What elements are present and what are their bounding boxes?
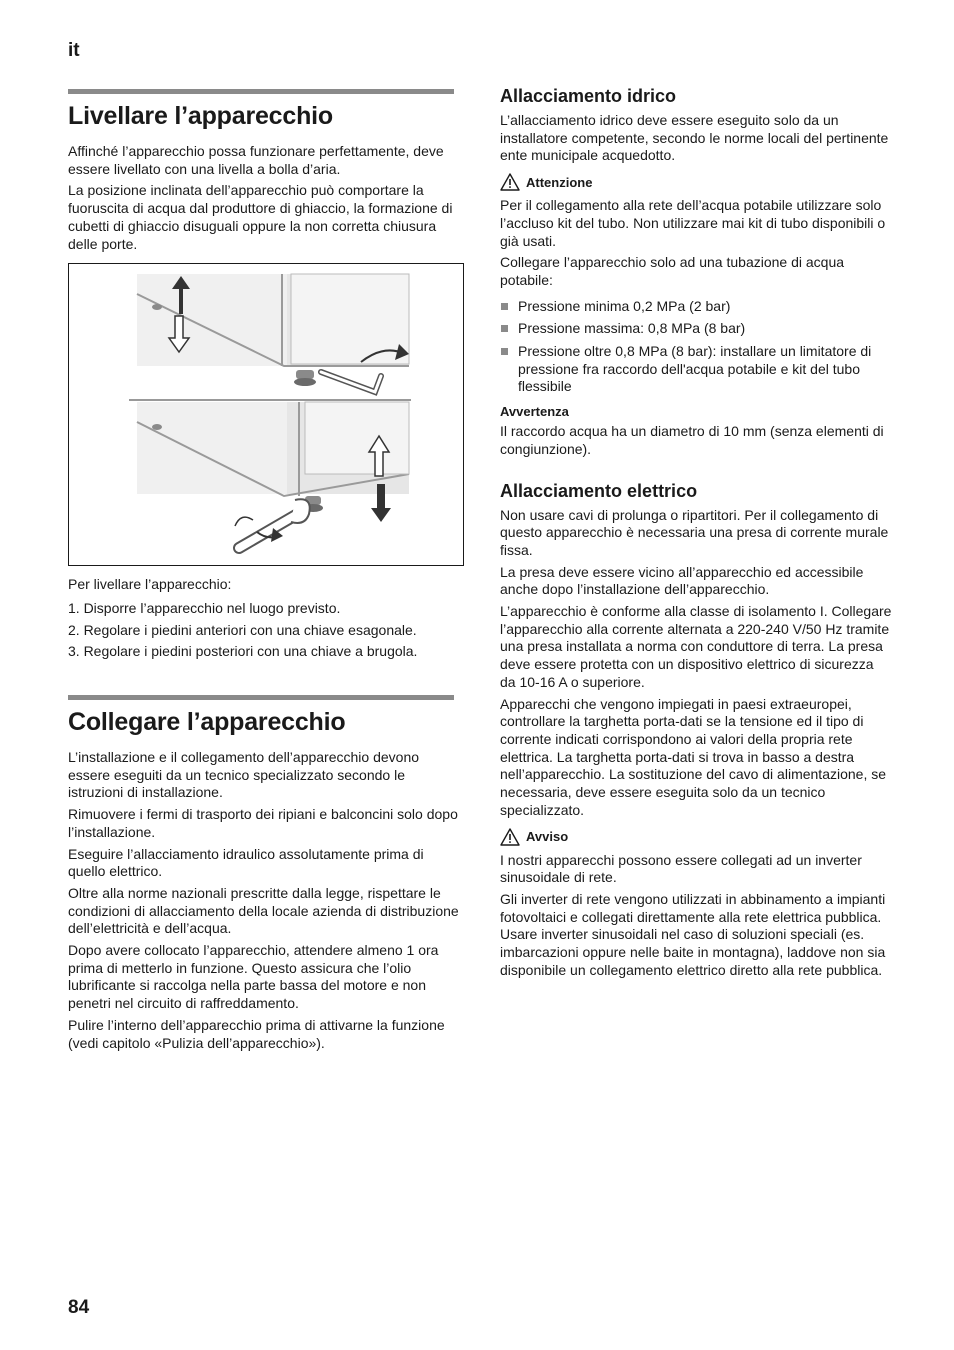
- paragraph: Oltre alla norme nazionali prescritte dalla legge, rispettare le condizioni di allacciamento della locale azienda di distribuzione dell’elettricità e dell’acqua.: [68, 884, 459, 937]
- steps-intro: Per livellare l’apparecchio:: [68, 576, 232, 593]
- paragraph: Per il collegamento alla rete dell’acqua potabile utilizzare solo l’accluso kit del tubo. Non utilizzare mai kit di tubo disponibili o già usati.: [500, 197, 886, 249]
- warning-label: Avviso: [526, 829, 569, 844]
- paragraph: Apparecchi che vengono impiegati in paesi extraeuropei, controllare la targhetta porta-dati se la tensione ed il tipo di corrente indicati corrispondono ai valori della propria rete elettrica. La targhetta porta-dati si trova in basso a destra nell’apparecchio. La sostituzione del cavo di alimentazione, se necessaria, deve essere eseguita solo da un tecnico specializzato.: [500, 695, 887, 818]
- attention-heading: [500, 173, 892, 191]
- paragraph: Eseguire l’allacciamento idraulico assolutamente prima di quello elettrico.: [68, 845, 424, 880]
- paragraph: Rimuovere i fermi di trasporto dei ripiani e balconcini solo dopo l’installazione.: [68, 806, 458, 840]
- paragraph: Non usare cavi di prolunga o ripartitori. Per il collegamento di questo apparecchio è necessaria una presa di corrente murale fissa.: [500, 506, 889, 558]
- appliance-feet-illustration: [69, 264, 463, 565]
- paragraph: Dopo avere collocato l’apparecchio, attendere almeno 1 ora prima di metterlo in funzione. Questo assicura che l’olio lubrificante si raccolga nella parte bassa del motore e non penetri nel circuito di raffreddamento.: [68, 942, 439, 1012]
- attention-label: Attenzione: [526, 174, 593, 190]
- list-item: 3. Regolare i piedini posteriori con una chiave a brugola.: [68, 643, 418, 660]
- paragraph: L’installazione e il collegamento dell’apparecchio devono essere eseguiti da un tecnico specializzato secondo le istruzioni di installazione.: [68, 749, 420, 801]
- paragraph: I nostri apparecchi possono essere collegati ad un inverter sinusoidale di rete.: [500, 851, 862, 886]
- heading-electrical-connection: Allacciamento elettrico: [500, 480, 698, 501]
- paragraph: Pulire l’interno dell’apparecchio prima di attivarne la funzione (vedi capitolo «Pulizia dell’apparecchio»).: [68, 1016, 445, 1051]
- list-item: Pressione minima 0,2 MPa (2 bar): [500, 298, 892, 316]
- section-title-connecting: Collegare l’apparecchio: [68, 708, 346, 737]
- paragraph: La posizione inclinata dell’apparecchio può comportare la fuoruscita di acqua dal produttore di ghiaccio, la formazione di cubetti di ghiaccio disuguali oppure la non corretta chiusura delle porte.: [68, 182, 453, 252]
- list-item: 1. Disporre l’apparecchio nel luogo previsto.: [68, 599, 341, 616]
- left-column: [68, 89, 460, 1056]
- paragraph: Affinché l’apparecchio possa funzionare perfettamente, deve essere livellato con una livella a bolla d’aria.: [68, 143, 444, 177]
- paragraph: L’apparecchio è conforme alla classe di isolamento I. Collegare l’apparecchio alla corrente alternata a 220-240 V/50 Hz tramite una presa installata a norma con conduttore di terra. La presa deve essere protetta con un dispositivo elettrico di sicurezza da 10-16 A o superiore.: [500, 603, 892, 690]
- list-item: Pressione oltre 0,8 MPa (8 bar): installare un limitatore di pressione fra raccordo dell'acqua potabile e kit del tubo flessibile: [500, 343, 892, 396]
- heading-water-connection: Allacciamento idrico: [500, 86, 677, 106]
- warning-heading: [500, 828, 892, 846]
- warning-triangle-icon: [500, 173, 520, 191]
- paragraph: Il raccordo acqua ha un diametro di 10 mm (senza elementi di congiunzione).: [500, 423, 884, 457]
- section-rule: [68, 695, 454, 700]
- paragraph: L’allacciamento idrico deve essere eseguito solo da un installatore competente, secondo le norme locali del pertinente ente municipale acquedotto.: [500, 112, 889, 164]
- paragraph: La presa deve essere vicino all’apparecchio ed accessibile anche dopo l’installazione dell’apparecchio.: [500, 563, 864, 598]
- leveling-illustration: [68, 263, 464, 566]
- language-code: it: [68, 40, 80, 61]
- list-item: Pressione massima: 0,8 MPa (8 bar): [500, 320, 892, 338]
- section-title-leveling: Livellare l’apparecchio: [68, 102, 333, 130]
- list-item: 2. Regolare i piedini anteriori con una chiave esagonale.: [68, 621, 417, 638]
- right-column: [500, 86, 892, 983]
- paragraph: Gli inverter di rete vengono utilizzati in abbinamento a impianti fotovoltaici e collegati direttamente alla rete elettrica pubblica. Usare inverter sinusoidali nel caso di soluzioni speciali (es. imbarcazioni oppure nelle baite in montagna), laddove non sia disponibile un collegamento elettrico diretto alla rete pubblica.: [500, 890, 886, 978]
- section-rule: [68, 89, 454, 94]
- paragraph: Collegare l’apparecchio solo ad una tubazione di acqua potabile:: [500, 254, 845, 288]
- page-number: 84: [68, 1297, 90, 1318]
- note-label: Avvertenza: [500, 404, 569, 420]
- pressure-list: [500, 298, 892, 397]
- steps-list: [68, 600, 460, 661]
- warning-triangle-icon: [500, 828, 520, 846]
